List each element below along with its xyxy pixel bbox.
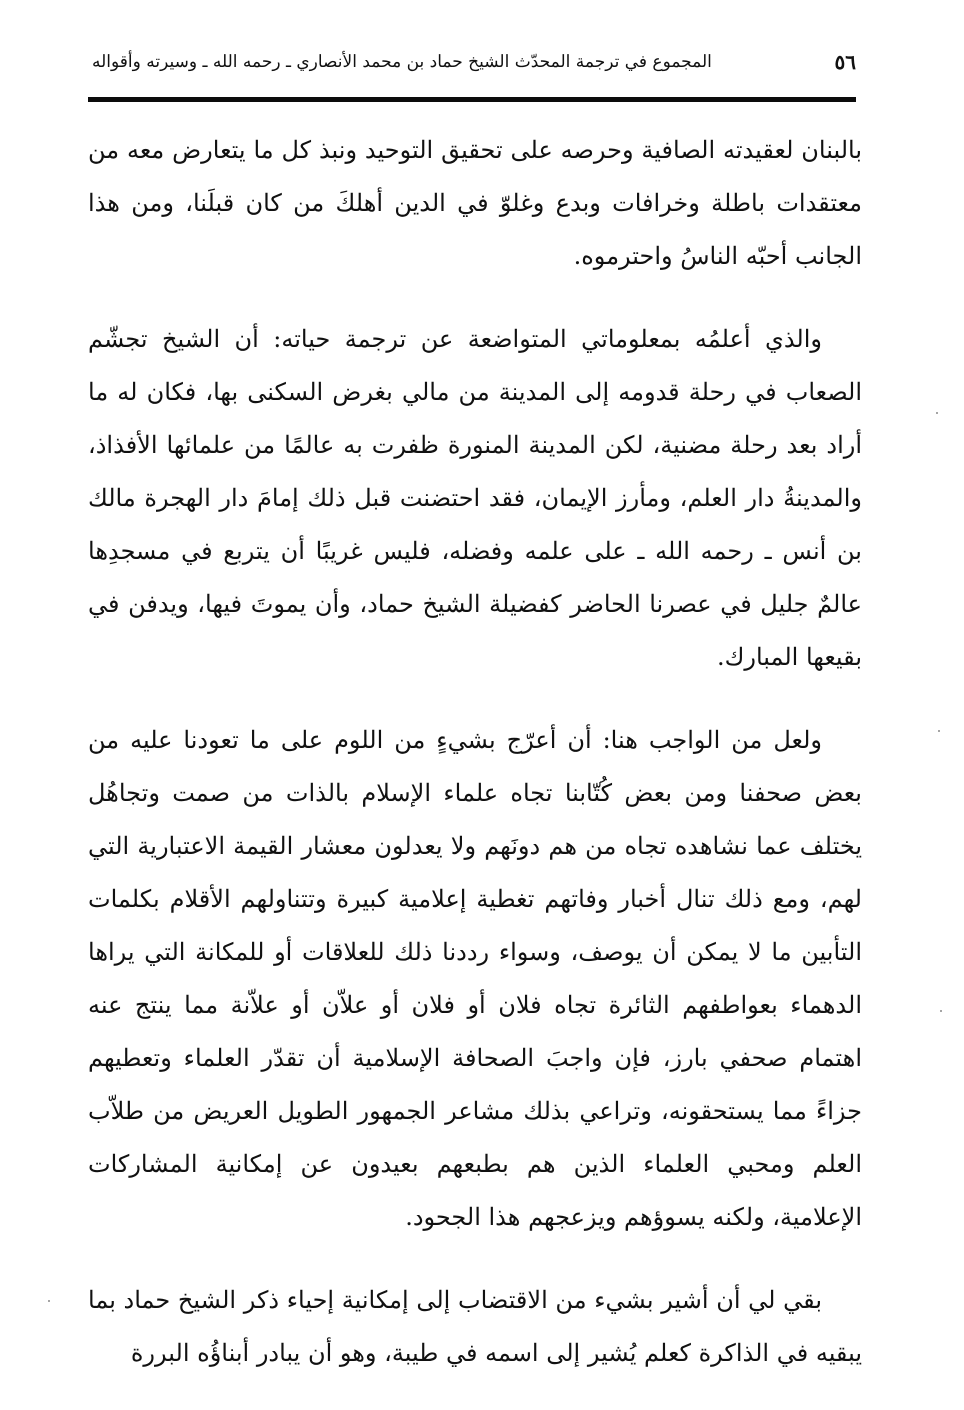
scan-speck bbox=[48, 1300, 50, 1302]
paragraph: بالبنان لعقيدته الصافية وحرصه على تحقيق التوحيد ونبذ كل ما يتعارض معه من معتقدات باطلة وخرافات وبدع وغلوّ في الدين أهلكَ من كان قبلَنا، ومن هذا الجانب أحبّه الناسُ واحترموه. bbox=[88, 136, 862, 270]
paragraph: والذي أعلمُه بمعلوماتي المتواضعة عن ترجمة حياته: أن الشيخ تجشّم الصعاب في رحلة قدومه إلى المدينة من مالي بغرض السكنى بها، فكان له ما أراد بعد رحلة مضنية، لكن المدينة المنورة ظفرت به عالمًا من علمائها الأفذاذ، والمدينةُ دار العلم، ومأرز الإيمان، فقد احتضنت قبل ذلك إمامَ دار الهجرة مالك بن أنس ـ رحمه الله ـ على علمه وفضله، فليس غريبًا أن يتربع في مسجدِها عالمٌ جليل في عصرنا الحاضر كفضيلة الشيخ حماد، وأن يموتَ فيها، ويدفن في بقيعها المبارك. bbox=[88, 325, 862, 671]
body-text bbox=[88, 124, 862, 1410]
scan-speck bbox=[936, 412, 938, 414]
paragraph: ولعل من الواجب هنا: أن أعرّج بشيءٍ من اللوم على ما تعودنا عليه من بعض صحفنا ومن بعض كُتّابنا تجاه علماء الإسلام بالذات من صمت وتجاهُل يختلف عما نشاهده تجاه من هم دونَهم ولا يعدلون معشار القيمة الاعتبارية التي لهم، ومع ذلك تنال أخبار وفاتهم تغطية إعلامية كبيرة وتتناولهم الأقلام بكلمات التأبين ما لا يمكن أن يوصف، وسواء رددنا ذلك للعلاقات أو للمكانة التي يراها الدهماء بعواطفهم الثائرة تجاه فلان أو فلان أو علاّن أو علاّنة مما ينتج عنه اهتمام صحفي بارز، فإن واجبَ الصحافة الإسلامية أن تقدّر العلماء وتعطيهم جزاءً مما يستحقونه، وتراعي بذلك مشاعر الجمهور الطويل العريض من طلاّب العلم ومحبي العلماء الذين هم بطبعهم بعيدون عن إمكانية المشاركات الإعلامية، ولكنه يسوؤهم ويزعجهم هذا الجحود. bbox=[88, 726, 863, 1231]
header-rule bbox=[88, 97, 856, 102]
running-title: المجموع في ترجمة المحدّث الشيخ حماد بن محمد الأنصاري ـ رحمه الله ـ وسيرته وأقواله bbox=[92, 52, 712, 72]
scan-speck bbox=[940, 1010, 942, 1012]
paragraph: بقي لي أن أشير بشيء من الاقتضاب إلى إمكانية إحياء ذكر الشيخ حماد بما يبقيه في الذاكرة كعلم يُشير إلى اسمه في طيبة، وهو أن يبادر أبناؤُه البررة bbox=[88, 1286, 862, 1367]
page-header bbox=[92, 42, 856, 82]
page-number: ٥٦ bbox=[834, 50, 856, 74]
scan-speck bbox=[938, 730, 940, 732]
